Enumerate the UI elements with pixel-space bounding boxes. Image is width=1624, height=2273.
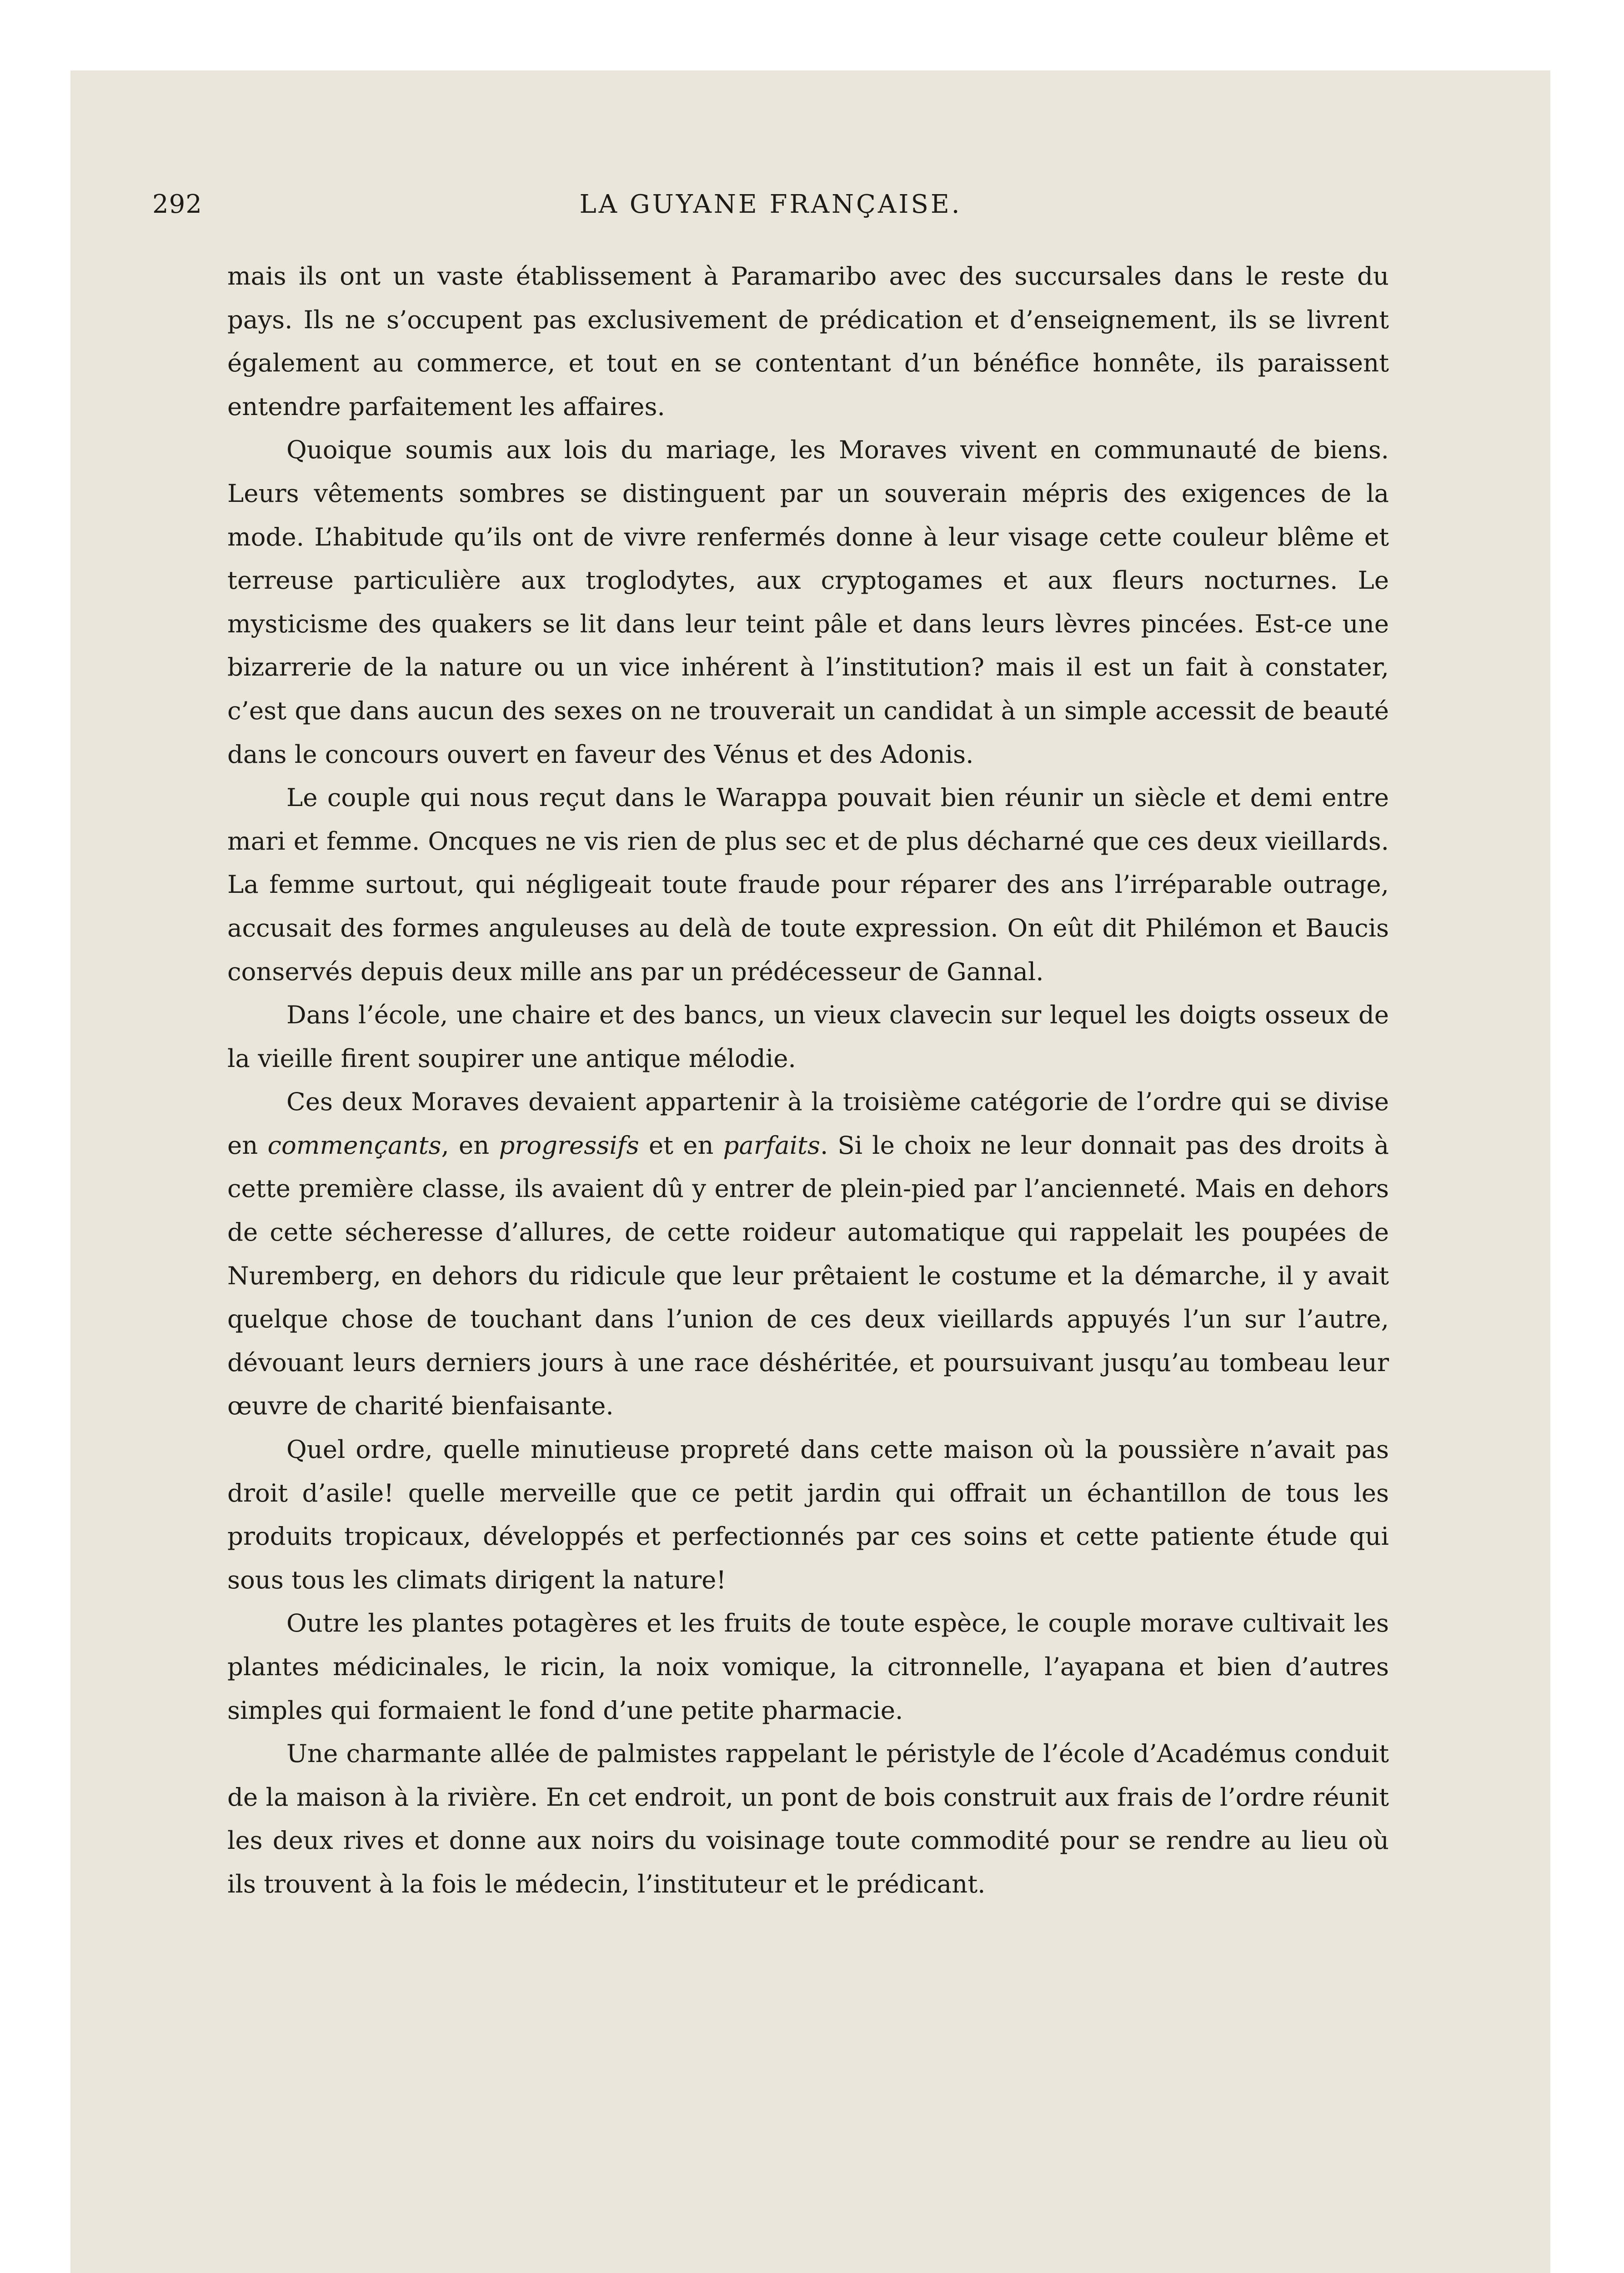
text-run: . Si le choix ne leur donnait pas des droits à cette première classe, ils avaient dû y entrer de plein-pied par l’ancienneté. Mais en dehors de cette sécheresse d’allures, de cette roideur automatique qui rappelait les poupées de Nuremberg, en dehors du ridicule que leur prêtaient le costume et la démarche, il y avait quelque chose de touchant dans l’union de ces deux vieillards appuyés l’un sur l’autre, dévouant leurs derniers jours à une race déshéritée, et poursuivant jusqu’au tombeau leur œuvre de charité bienfaisante. [227, 1130, 1389, 1421]
text-run: et en [639, 1130, 723, 1160]
paragraph-with-italics [227, 1080, 1389, 1428]
body-text [227, 255, 1389, 1906]
italic-term: parfaits [723, 1130, 820, 1160]
running-title: LA GUYANE FRANÇAISE. [579, 190, 962, 219]
page-header [152, 186, 1389, 223]
paragraph: Une charmante allée de palmistes rappelant le péristyle de l’école d’Académus conduit de la maison à la rivière. En cet endroit, un pont de bois construit aux frais de l’ordre réunit les deux rives et donne aux noirs du voisinage toute commodité pour se rendre au lieu où ils trouvent à la fois le médecin, l’instituteur et le prédicant. [227, 1739, 1389, 1898]
page-number: 292 [152, 190, 202, 219]
italic-term: progressifs [499, 1130, 639, 1160]
text-run: , en [441, 1130, 499, 1160]
italic-term: commençants [267, 1130, 441, 1160]
text-run: Ces deux Moraves devaient appartenir à la troisième catégorie de l’ordre qui se divise en [227, 1087, 1389, 1160]
paragraph: Le couple qui nous reçut dans le Warappa pouvait bien réunir un siècle et demi entre mari et femme. Oncques ne vis rien de plus sec et de plus décharné que ces deux vieillards. La femme surtout, qui négligeait toute fraude pour réparer des ans l’irréparable outrage, accusait des formes anguleuses au delà de toute expression. On eût dit Philémon et Baucis conservés depuis deux mille ans par un prédécesseur de Gannal. [227, 783, 1389, 986]
paragraph: Dans l’école, une chaire et des bancs, un vieux clavecin sur lequel les doigts osseux de la vieille firent soupirer une antique mélodie. [227, 1000, 1389, 1073]
paragraph: mais ils ont un vaste établissement à Paramaribo avec des succursales dans le reste du pays. Ils ne s’occupent pas exclusivement de prédication et d’enseignement, ils se livrent également au commerce, et tout en se contentant d’un bénéfice honnête, ils paraissent entendre parfaitement les affaires. [227, 261, 1389, 421]
paragraph: Quel ordre, quelle minutieuse propreté dans cette maison où la poussière n’avait pas droit d’asile! quelle merveille que ce petit jardin qui offrait un échantillon de tous les produits tropicaux, développés et perfectionnés par ces soins et cette patiente étude qui sous tous les climats dirigent la nature! [227, 1435, 1389, 1594]
paragraph: Outre les plantes potagères et les fruits de toute espèce, le couple morave cultivait les plantes médicinales, le ricin, la noix vomique, la citronnelle, l’ayapana et bien d’autres simples qui formaient le fond d’une petite pharmacie. [227, 1608, 1389, 1725]
paragraph: Quoique soumis aux lois du mariage, les Moraves vivent en communauté de biens. Leurs vêtements sombres se distinguent par un souverain mépris des exigences de la mode. L’habitude qu’ils ont de vivre renfermés donne à leur visage cette couleur blême et terreuse particulière aux troglodytes, aux cryptogames et aux fleurs nocturnes. Le mysticisme des quakers se lit dans leur teint pâle et dans leurs lèvres pincées. Est-ce une bizarrerie de la nature ou un vice inhérent à l’institution? mais il est un fait à constater, c’est que dans aucun des sexes on ne trouverait un candidat à un simple accessit de beauté dans le concours ouvert en faveur des Vénus et des Adonis. [227, 435, 1389, 769]
